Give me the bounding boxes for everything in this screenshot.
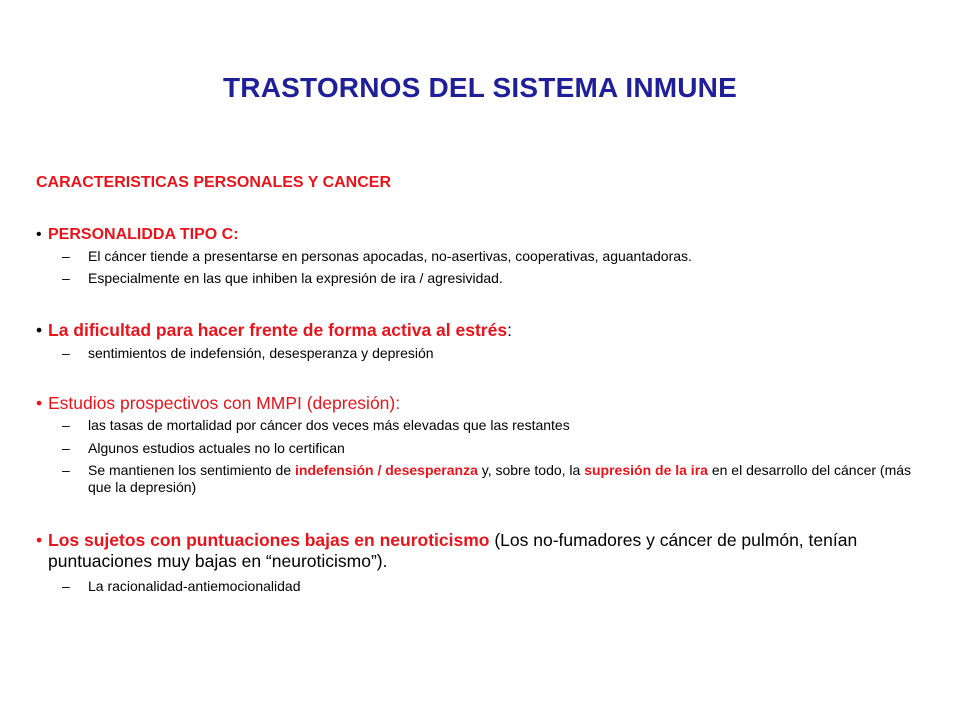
slide-title: TRASTORNOS DEL SISTEMA INMUNE — [223, 72, 737, 103]
bullet-heading-rest: : — [507, 320, 512, 340]
bullet-marker: • — [36, 530, 43, 550]
sub-item-text: sentimientos de indefensión, desesperanza y depresión — [88, 345, 434, 361]
bullet-heading — [48, 320, 512, 341]
sub-item-text: Especialmente en las que inhiben la expresión de ira / agresividad. — [88, 270, 503, 286]
sub-item-text-part: Se mantienen los sentimiento de — [88, 462, 296, 478]
sub-item-text — [88, 462, 938, 496]
dash-marker: – — [62, 248, 70, 264]
bullet-marker: • — [36, 226, 42, 243]
bullet-marker: • — [36, 393, 43, 413]
dash-marker: – — [62, 270, 70, 286]
sub-item-text-part: y, sobre todo, la — [477, 462, 585, 478]
bullet-heading-highlight: La dificultad para hacer frente de forma activa al estrés — [48, 320, 508, 340]
bullet-heading-rest: (Los no-fumadores y cáncer de pulmón, tenían puntuaciones muy bajas en “neuroticismo”). — [48, 530, 858, 571]
bullet-heading: PERSONALIDDA TIPO C: — [48, 226, 239, 243]
dash-marker: – — [62, 417, 70, 433]
section-subtitle: CARACTERISTICAS PERSONALES Y CANCER — [36, 174, 392, 191]
dash-marker: – — [62, 462, 70, 478]
sub-item-text: las tasas de mortalidad por cáncer dos veces más elevadas que las restantes — [88, 417, 570, 433]
sub-item-text: La racionalidad-antiemocionalidad — [88, 578, 301, 594]
dash-marker: – — [62, 578, 70, 594]
dash-marker: – — [62, 345, 70, 361]
bullet-marker: • — [36, 320, 43, 340]
sub-item-text: El cáncer tiende a presentarse en personas apocadas, no-asertivas, cooperativas, aguantadoras. — [88, 248, 692, 264]
sub-item-text: Algunos estudios actuales no lo certifican — [88, 440, 345, 456]
dash-marker: – — [62, 440, 70, 456]
bullet-heading — [48, 530, 916, 572]
bullet-heading-highlight: Los sujetos con puntuaciones bajas en neuroticismo — [48, 530, 490, 550]
bullet-heading: Estudios prospectivos con MMPI (depresión): — [48, 393, 401, 413]
sub-item-text-part: en el desarrollo del cáncer (más que la depresión) — [88, 462, 912, 495]
sub-item-highlight: supresión de la ira — [584, 462, 708, 478]
sub-item-highlight: indefensión / desesperanza — [295, 462, 478, 478]
